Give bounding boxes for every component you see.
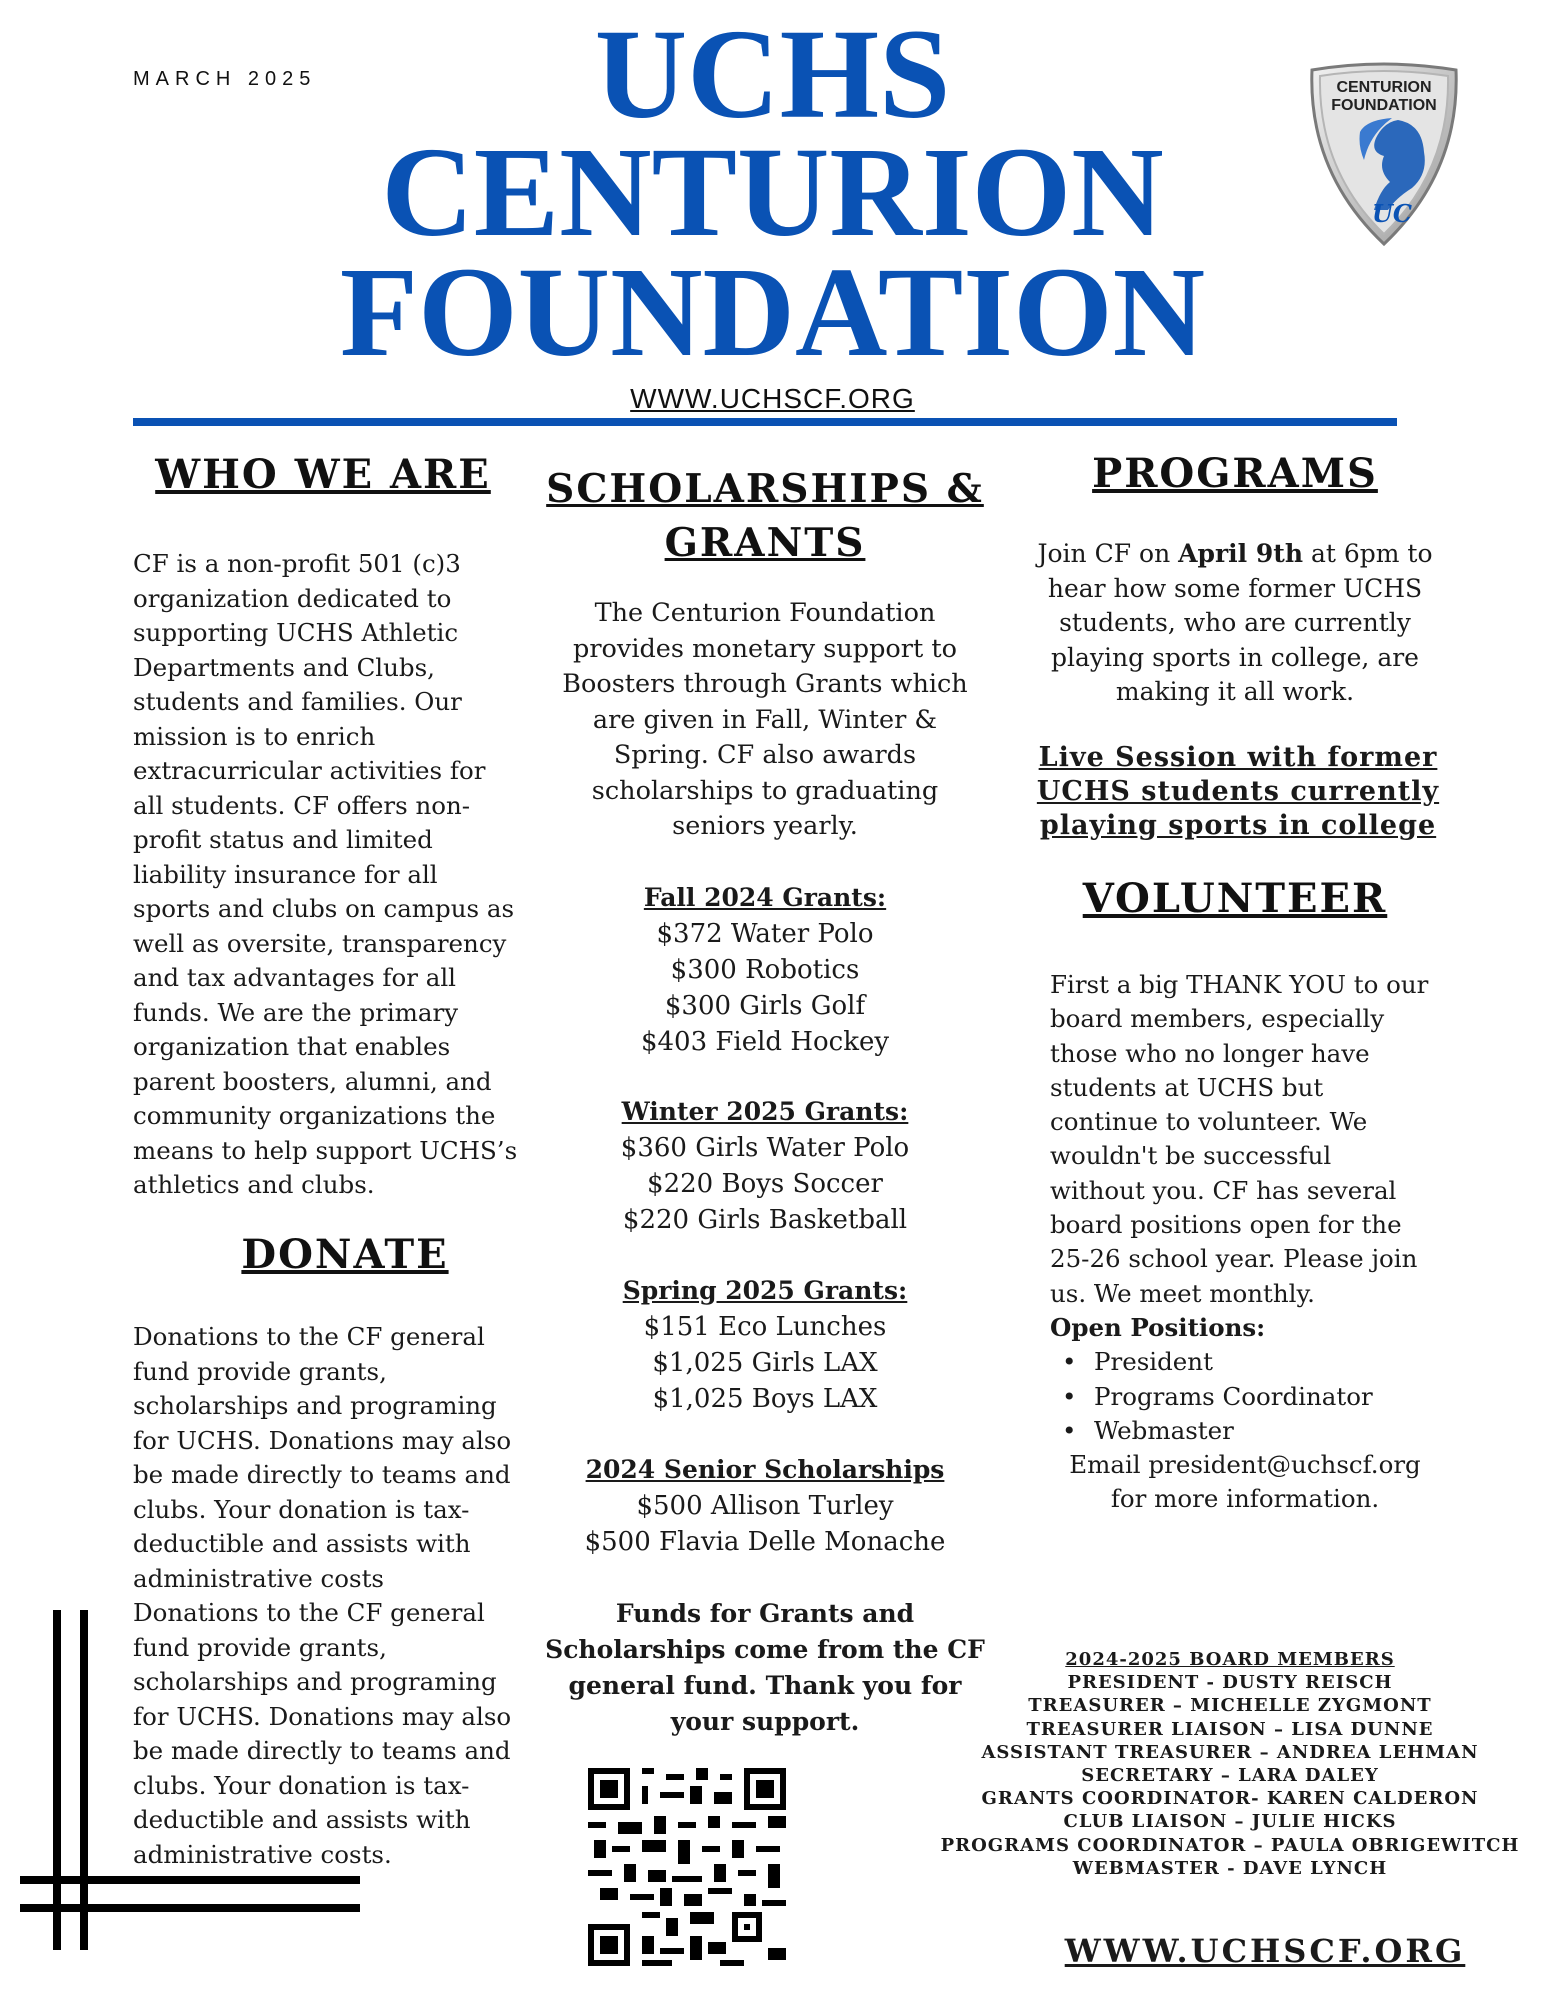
- list-item: ASSISTANT TREASURER – ANDREA LEHMAN: [981, 1741, 1479, 1763]
- list-item: $220 Girls Basketball: [622, 1205, 908, 1235]
- list-item: $500 Allison Turley: [636, 1491, 894, 1521]
- scholarships-intro: The Centurion Foundation provides monetary support to Boosters through Grants which are given in Fall, Winter & Spring. CF also awards scholarships to graduating seniors yearly.: [562, 598, 968, 841]
- logo-text-1: CENTURION: [1336, 79, 1432, 96]
- donate-heading: DONATE: [241, 1231, 449, 1278]
- programs-text: Join CF on April 9th at 6pm to hear how some former UCHS students, who are currently playing sports in college, are making it all work.: [1037, 539, 1433, 706]
- list-item: WEBMASTER - DAVE LYNCH: [1072, 1857, 1388, 1879]
- contact-email[interactable]: Email president@uchscf.org: [1069, 1450, 1421, 1480]
- list-item: $360 Girls Water Polo: [620, 1133, 910, 1163]
- corner-lines-decoration: [20, 1610, 360, 1970]
- list-item: $300 Girls Golf: [664, 991, 866, 1021]
- list-item: PRESIDENT - DUSTY REISCH: [1067, 1672, 1393, 1694]
- list-item: SECRETARY – LARA DALEY: [1081, 1765, 1379, 1787]
- board-members: 2024-2025 BOARD MEMBERS PRESIDENT - DUSTY REISCH TREASURER – MICHELLE ZYGMONT TREASURER LIAISON – LISA DUNNE ASSISTANT TREASURER – ANDREA LEHMAN SECRETARY – LARA DALEY GRANTS COORDINATOR- KAREN CALDERON CLUB LIAISON – JULIE HICKS PROGRAMS COORDINATOR – PAULA OBRIGEWITCH WEBMASTER - DAVE LYNCH: [930, 1648, 1530, 1880]
- list-item: PROGRAMS COORDINATOR – PAULA OBRIGEWITCH: [940, 1834, 1520, 1856]
- header-divider: [133, 418, 1397, 426]
- list-item: • President: [1050, 1345, 1470, 1379]
- fall-grants: Fall 2024 Grants: $372 Water Polo $300 Robotics $300 Girls Golf $403 Field Hockey: [535, 880, 995, 1060]
- spring-grants: Spring 2025 Grants: $151 Eco Lunches $1,025 Girls LAX $1,025 Boys LAX: [535, 1273, 995, 1417]
- list-item: TREASURER – MICHELLE ZYGMONT: [1028, 1695, 1432, 1717]
- volunteer-heading: VOLUNTEER: [1082, 875, 1388, 922]
- winter-grants: Winter 2025 Grants: $360 Girls Water Polo $220 Boys Soccer $220 Girls Basketball: [535, 1094, 995, 1238]
- website-link-bottom[interactable]: WWW.UCHSCF.ORG: [1064, 1932, 1466, 1970]
- list-item: $220 Boys Soccer: [647, 1169, 883, 1199]
- donate-text: Donations to the CF general fund provide grants, scholarships and programing for UCHS. Donations may also be made directly to teams and clubs. Your donation is tax- deductible and assists with administrative costs Donations to the CF general fund provide grants, scholarships and programing for UCHS. Donations may also be made directly to teams and clubs. Your donation is tax- deductible and assists with administrative costs.: [133, 1322, 512, 1869]
- scholarships-heading: SCHOLARSHIPS & GRANTS: [546, 466, 984, 566]
- list-item: $300 Robotics: [670, 955, 860, 985]
- list-item: • Webmaster: [1050, 1414, 1470, 1448]
- list-item: $1,025 Girls LAX: [652, 1348, 878, 1378]
- issue-date: MARCH 2025: [133, 68, 317, 90]
- list-item: $372 Water Polo: [656, 919, 874, 949]
- list-item: CLUB LIAISON – JULIE HICKS: [1063, 1811, 1397, 1833]
- title-line-3: FOUNDATION: [339, 241, 1206, 383]
- logo-text-2: FOUNDATION: [1331, 97, 1437, 114]
- title-line-2: CENTURION: [381, 121, 1164, 263]
- list-item: GRANTS COORDINATOR- KAREN CALDERON: [981, 1788, 1479, 1810]
- senior-scholarships: 2024 Senior Scholarships $500 Allison Turley $500 Flavia Delle Monache: [535, 1452, 995, 1560]
- volunteer-text: First a big THANK YOU to our board members, especially those who no longer have students at UCHS but continue to volunteer. We wouldn't be successful without you. CF has several board positions open for the 25-26 school year. Please join us. We meet monthly. Open Positions: • President • Programs Coordinator • Webmaster Email president@uchscf.org for more information.: [1050, 968, 1470, 1517]
- list-item: • Programs Coordinator: [1050, 1380, 1470, 1414]
- list-item: $500 Flavia Delle Monache: [584, 1527, 946, 1557]
- list-item: $403 Field Hockey: [640, 1027, 890, 1057]
- open-positions-list: [1050, 1345, 1470, 1448]
- live-session-link[interactable]: Live Session with former UCHS students currently playing sports in college: [1036, 742, 1440, 841]
- website-link-top[interactable]: WWW.UCHSCF.ORG: [630, 383, 915, 414]
- list-item: TREASURER LIAISON – LISA DUNNE: [1026, 1718, 1434, 1740]
- title-line-1: UCHS: [594, 3, 951, 145]
- who-we-are-text: CF is a non-profit 501 (c)3 organization dedicated to supporting UCHS Athletic Departments and Clubs, students and families. Our mission is to enrich extracurricular activities for all students. CF offers non- profit status and limited liability insurance for all sports and clubs on campus as well as oversite, transparency and tax advantages for all funds. We are the primary organization that enables parent boosters, alumni, and community organizations the means to help support UCHS’s athletics and clubs.: [133, 549, 518, 1199]
- qr-code-icon[interactable]: [588, 1768, 786, 1966]
- funds-note: Funds for Grants and Scholarships come from the CF general fund. Thank you for your support.: [545, 1599, 985, 1736]
- list-item: $151 Eco Lunches: [643, 1312, 887, 1342]
- who-we-are-heading: WHO WE ARE: [155, 451, 491, 498]
- logo-monogram: UC: [1371, 199, 1413, 228]
- programs-heading: PROGRAMS: [1092, 450, 1378, 497]
- list-item: $1,025 Boys LAX: [652, 1384, 878, 1414]
- centurion-shield-icon: [1300, 62, 1468, 247]
- open-positions-heading: Open Positions:: [1050, 1312, 1266, 1342]
